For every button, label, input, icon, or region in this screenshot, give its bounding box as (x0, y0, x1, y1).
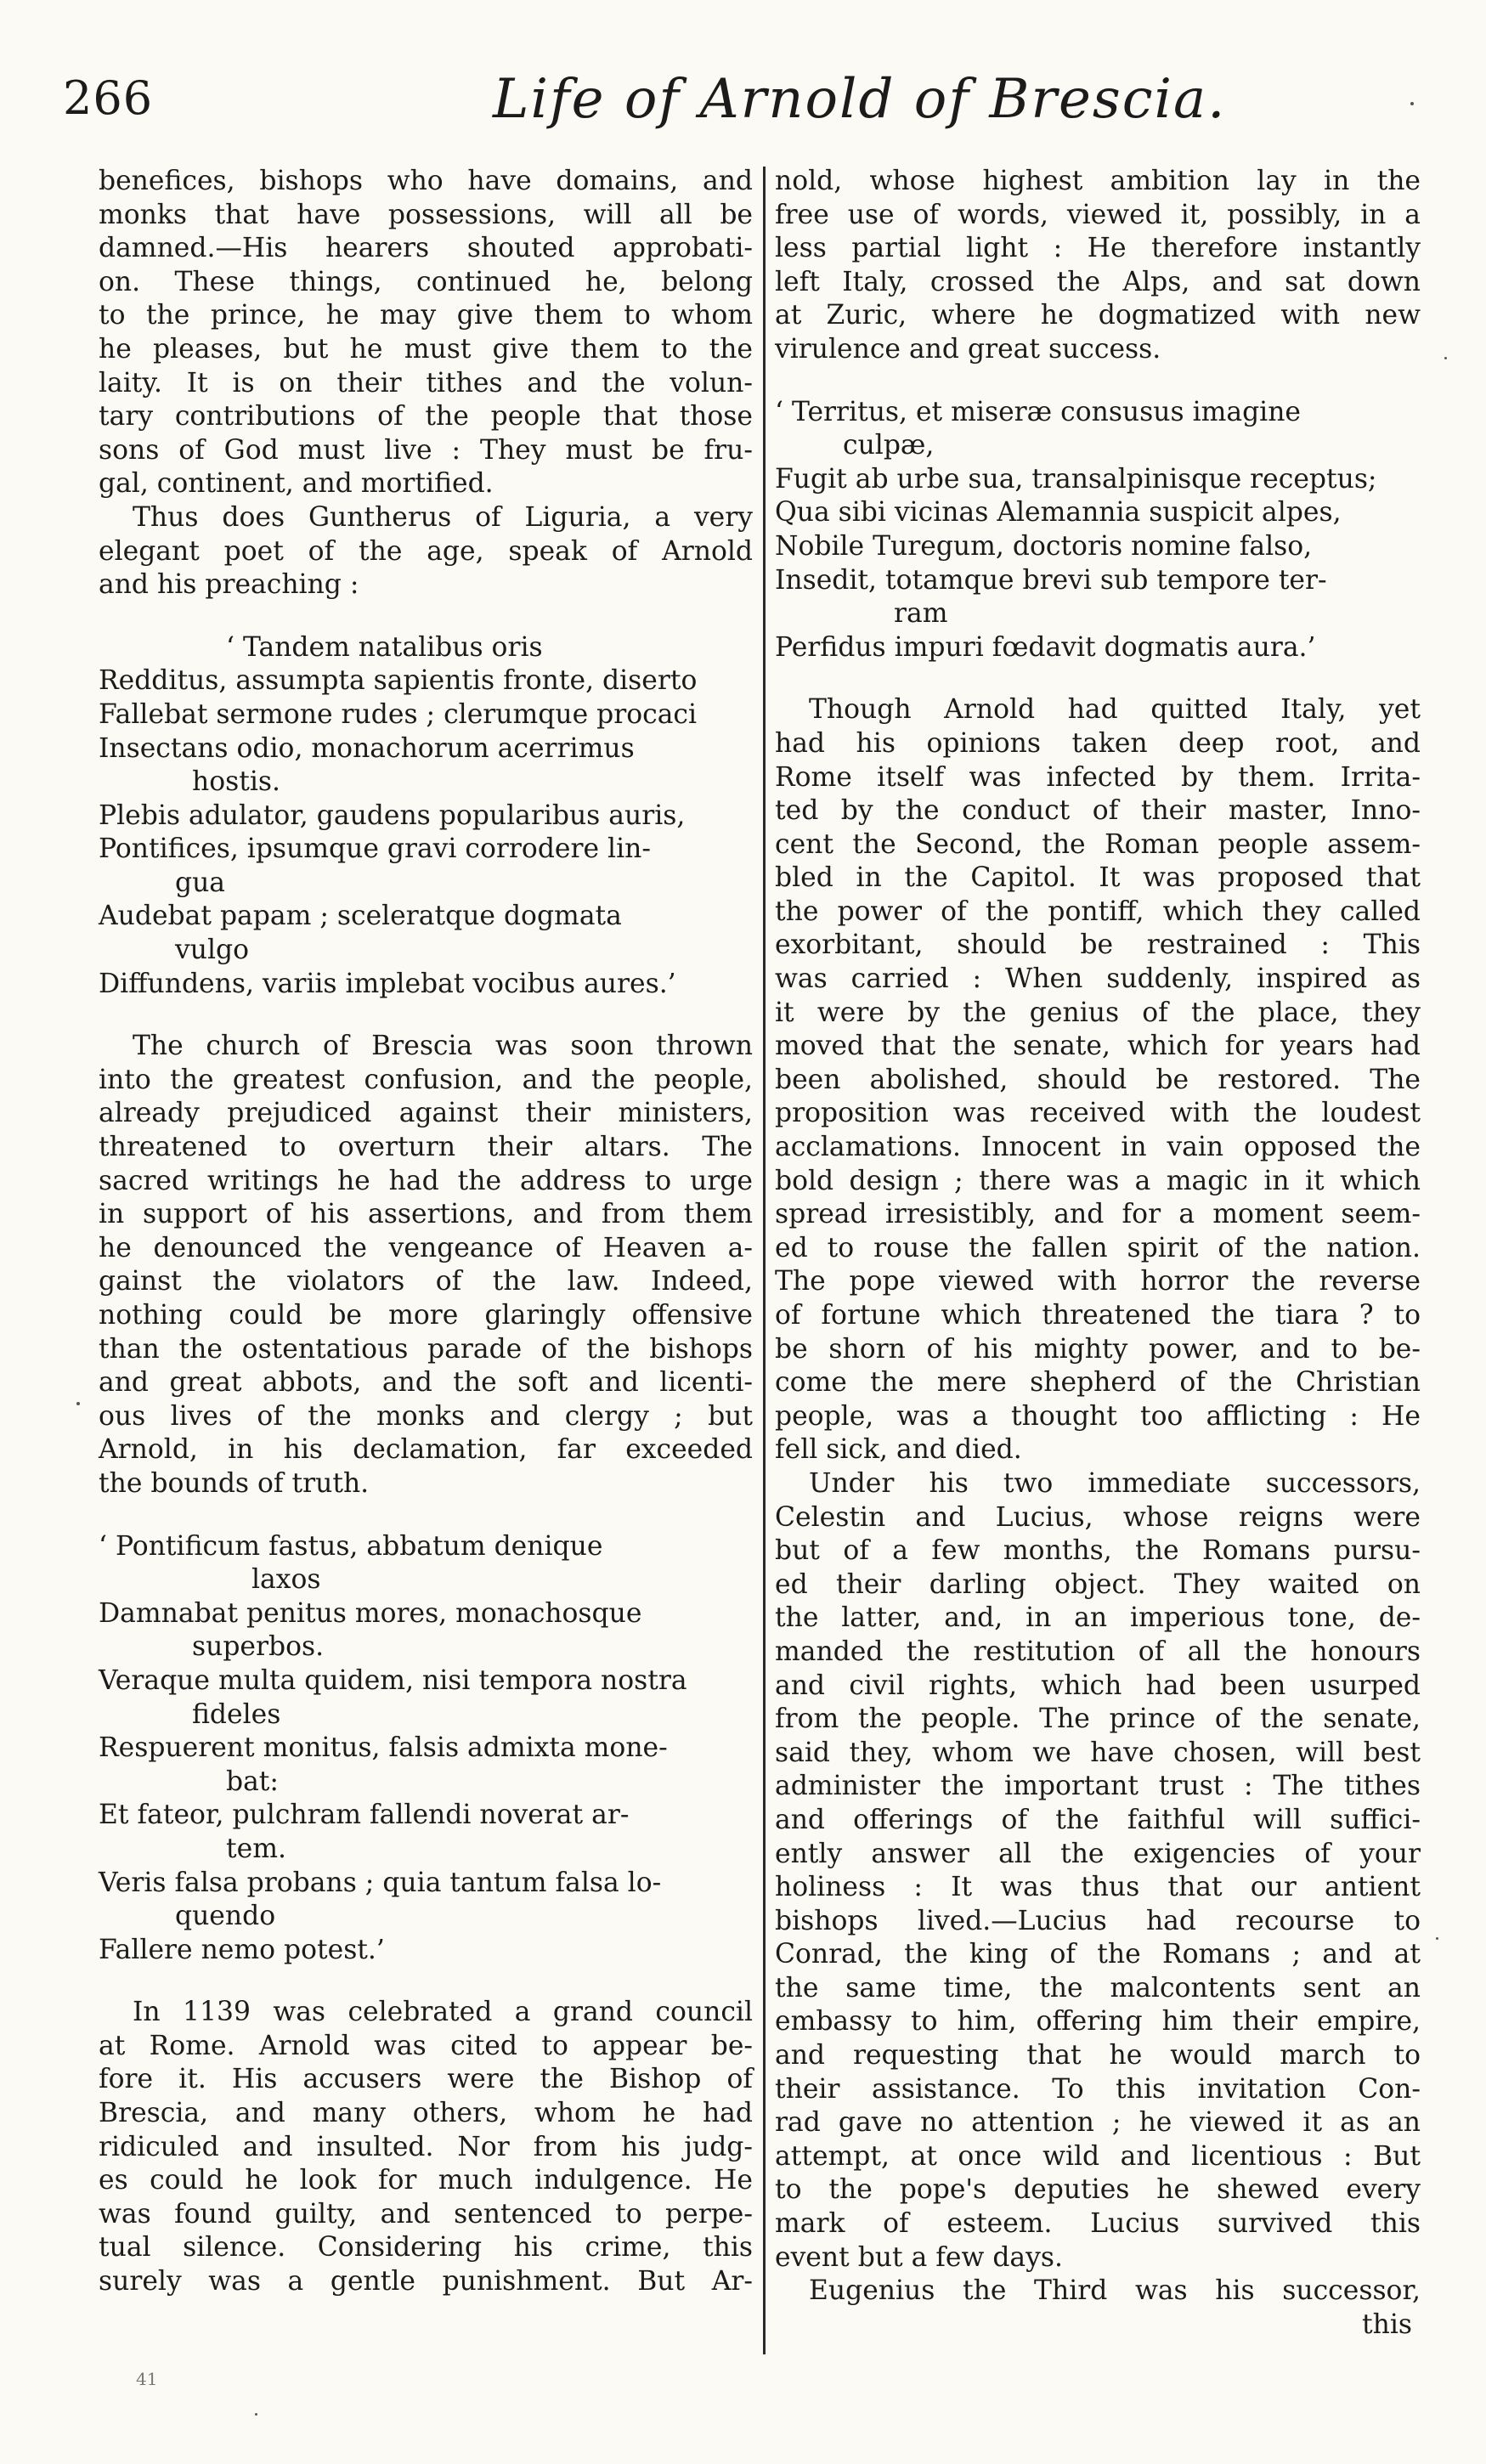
text-line: and his preaching : (99, 569, 359, 601)
verse-line: hostis. (192, 766, 280, 798)
text-line: had his opinions taken deep root, and (775, 727, 1421, 759)
text-line: gal, continent, and mortified. (99, 468, 494, 500)
text-line: ed their darling object. They waited on (775, 1568, 1421, 1600)
text-line: and great abbots, and the soft and licenti- (99, 1367, 753, 1399)
right-column (775, 165, 1421, 2342)
text-line: es could he look for much indulgence. He (99, 2165, 753, 2196)
text-line: fore it. His accusers were the Bishop of (99, 2064, 753, 2095)
paragraph-eugenius (775, 2275, 1421, 2342)
text-line: Brescia, and many others, whom he had (99, 2098, 753, 2129)
text-line: embassy to him, offering him their empire, (775, 2006, 1421, 2037)
text-line: Thus does Guntherus of Liguria, a very (133, 501, 753, 533)
latin-verse-quote (99, 1530, 753, 1968)
verse-line: Insectans odio, monachorum acerrimus (99, 732, 635, 764)
verse-line: Fallebat sermone rudes ; clerumque procaci (99, 698, 698, 730)
verse-line: Insedit, totamque brevi sub tempore ter- (775, 564, 1327, 596)
text-line: the same time, the malcontents sent an (775, 1972, 1421, 2003)
text-line: exorbitant, should be restrained : This (775, 930, 1421, 961)
text-line: their assistance. To this invitation Con- (775, 2073, 1421, 2105)
text-line: but of a few months, the Romans pursu- (775, 1535, 1421, 1567)
verse-line: ram (894, 598, 948, 630)
text-line: already prejudiced against their ministers, (99, 1098, 753, 1129)
verse-line: superbos. (192, 1631, 325, 1663)
text-line: ridiculed and insulted. Nor from his judg- (99, 2131, 753, 2162)
paragraph-zuric (775, 165, 1421, 367)
text-line: ed to rouse the fallen spirit of the nation. (775, 1232, 1421, 1263)
left-column (99, 165, 753, 2299)
text-line: threatened to overturn their altars. The (99, 1132, 753, 1163)
text-line: The church of Brescia was soon thrown (133, 1031, 753, 1062)
text-line: people, was a thought too afflicting : He (775, 1400, 1421, 1432)
verse-line: laxos (251, 1564, 321, 1596)
text-line: bishops lived.—Lucius had recourse to (775, 1905, 1421, 1936)
scan-speck (76, 1402, 80, 1405)
verse-line: gua (175, 867, 226, 898)
verse-line: bat: (226, 1766, 279, 1797)
text-line: sacred writings he had the address to urge (99, 1165, 753, 1196)
verse-line: Fallere nemo potest.’ (99, 1934, 385, 1965)
text-line: Though Arnold had quitted Italy, yet (809, 694, 1421, 726)
text-line: into the greatest confusion, and the people, (99, 1064, 753, 1095)
text-line: In 1139 was celebrated a grand council (133, 1997, 753, 2028)
text-line: cent the Second, the Roman people assem- (775, 828, 1421, 860)
verse-line: Audebat papam ; sceleratque dogmata (99, 901, 622, 932)
verse-line: fideles (192, 1698, 281, 1730)
text-line: laity. It is on their tithes and the volun- (99, 367, 753, 398)
text-line: and requesting that he would march to (775, 2040, 1421, 2071)
text-line: bold design ; there was a magic in it which (775, 1165, 1421, 1196)
text-line: Eugenius the Third was his successor, (809, 2275, 1421, 2307)
text-line: event but a few days. (775, 2241, 1063, 2273)
text-line: nothing could be more glaringly offensive (99, 1300, 753, 1331)
text-line: nold, whose highest ambition lay in the (775, 166, 1421, 196)
paragraph-guntherus (99, 501, 753, 602)
text-line: moved that the senate, which for years had (775, 1031, 1421, 1062)
text-line: left Italy, crossed the Alps, and sat down (775, 266, 1421, 297)
text-line: been abolished, should be restored. The (775, 1064, 1421, 1095)
verse-line: Respuerent monitus, falsis admixta mone- (99, 1732, 668, 1764)
text-line: damned.—His hearers shouted approbati- (99, 233, 753, 264)
text-line: Celestin and Lucius, whose reigns were (775, 1501, 1421, 1533)
verse-line: tem. (226, 1833, 286, 1864)
verse-line: ‘ Pontificum fastus, abbatum denique (99, 1530, 603, 1562)
paragraph-lucius (775, 1467, 1421, 2275)
text-line: manded the restitution of all the honours (775, 1636, 1421, 1667)
text-line: come the mere shepherd of the Christian (775, 1367, 1421, 1399)
text-line: surely was a gentle punishment. But Ar- (99, 2266, 753, 2297)
text-line: in support of his assertions, and from them (99, 1199, 753, 1230)
text-line: at Rome. Arnold was cited to appear be- (99, 2030, 753, 2061)
text-line: to the pope's deputies he shewed every (775, 2174, 1421, 2206)
scan-speck (1444, 357, 1447, 359)
paragraph-grand-council (99, 1996, 753, 2298)
page-number: 266 (63, 71, 154, 125)
verse-line: vulgo (175, 935, 249, 966)
text-line: said they, whom we have chosen, will best (775, 1737, 1421, 1768)
scan-speck (255, 2413, 257, 2416)
verse-line: Perfidus impuri fœdavit dogmatis aura.’ (775, 631, 1316, 663)
text-line: he pleases, but he must give them to the (99, 333, 753, 365)
text-line: The pope viewed with horror the reverse (775, 1266, 1421, 1297)
verse-line: Nobile Turegum, doctoris nomine falso, (775, 530, 1313, 562)
text-line: fell sick, and died. (775, 1434, 1022, 1466)
text-line: of fortune which threatened the tiara ? to (775, 1300, 1421, 1331)
verse-line: culpæ, (843, 430, 935, 461)
text-line: administer the important trust : The tithes (775, 1771, 1421, 1802)
text-line: from the people. The prince of the senate, (775, 1704, 1421, 1735)
verse-line: Veraque multa quidem, nisi tempora nostra (99, 1664, 687, 1696)
scan-speck (1436, 1937, 1438, 1940)
text-line: he denounced the vengeance of Heaven a- (99, 1232, 753, 1263)
text-line: holiness : It was thus that our antient (775, 1872, 1421, 1903)
verse-line: quendo (175, 1901, 276, 1932)
text-line: to the prince, he may give them to whom (99, 300, 753, 331)
verse-line: Diffundens, variis implebat vocibus aures.’ (99, 968, 676, 999)
text-line: Arnold, in his declamation, far exceeded (99, 1434, 753, 1466)
verse-line: ‘ Tandem natalibus oris (226, 631, 543, 663)
text-line: less partial light : He therefore instantly (775, 233, 1421, 264)
text-line: and offerings of the faithful will suffici- (775, 1804, 1421, 1835)
text-line: benefices, bishops who have domains, and (99, 166, 753, 196)
text-line: be shorn of his mighty power, and to be- (775, 1333, 1421, 1365)
scan-speck (1410, 102, 1414, 105)
verse-line: Veris falsa probans ; quia tantum falsa lo- (99, 1867, 662, 1898)
catchword: this (1362, 2309, 1412, 2340)
text-line: bled in the Capitol. It was proposed that (775, 862, 1421, 894)
text-line: mark of esteem. Lucius survived this (775, 2208, 1421, 2240)
running-title: Life of Arnold of Brescia. (493, 68, 1227, 131)
paragraph-church-of-brescia (99, 1030, 753, 1500)
paragraph-tithes (99, 165, 753, 501)
text-line: acclamations. Innocent in vain opposed the (775, 1132, 1421, 1163)
text-line: Conrad, the king of the Romans ; and at (775, 1939, 1421, 1970)
verse-line: Pontifices, ipsumque gravi corrodere lin- (99, 834, 651, 865)
text-line: at Zuric, where he dogmatized with new (775, 300, 1421, 331)
text-line: gainst the violators of the law. Indeed, (99, 1266, 753, 1297)
text-line: ted by the conduct of their master, Inno- (775, 795, 1421, 827)
text-line: ently answer all the exigencies of your (775, 1838, 1421, 1869)
text-line: monks that have possessions, will all be (99, 199, 753, 230)
text-line: and civil rights, which had been usurped (775, 1670, 1421, 1701)
latin-verse-quote (775, 396, 1421, 665)
text-line: was found guilty, and sentenced to perpe- (99, 2198, 753, 2229)
text-line: free use of words, viewed it, possibly, in a (775, 199, 1421, 230)
text-line: the bounds of truth. (99, 1467, 370, 1499)
text-line: tual silence. Considering his crime, this (99, 2232, 753, 2263)
text-line: rad gave no attention ; he viewed it as an (775, 2107, 1421, 2139)
text-line: sons of God must live : They must be fru- (99, 434, 753, 466)
text-line: spread irresistibly, and for a moment seem- (775, 1199, 1421, 1230)
text-line: proposition was received with the loudest (775, 1098, 1421, 1129)
signature-mark: 41 (136, 2369, 158, 2389)
verse-line: Qua sibi vicinas Alemannia suspicit alpes, (775, 497, 1342, 528)
text-line: virulence and great success. (775, 333, 1161, 365)
page-header (0, 53, 1486, 155)
text-line: Rome itself was infected by them. Irrita- (775, 761, 1421, 793)
verse-line: Fugit ab urbe sua, transalpinisque receptus; (775, 463, 1377, 494)
verse-line: Et fateor, pulchram fallendi noverat ar- (99, 1800, 630, 1831)
text-line: the latter, and, in an imperious tone, de- (775, 1602, 1421, 1634)
text-line: ous lives of the monks and clergy ; but (99, 1400, 753, 1432)
column-divider (763, 167, 766, 2354)
text-line: tary contributions of the people that those (99, 401, 753, 432)
verse-line: ‘ Territus, et miseræ consusus imagine (775, 396, 1302, 427)
text-line: Under his two immediate successors, (809, 1467, 1421, 1499)
verse-line: Damnabat penitus mores, monachosque (99, 1597, 642, 1629)
text-line: than the ostentatious parade of the bishops (99, 1333, 753, 1365)
text-line: was carried : When suddenly, inspired as (775, 964, 1421, 995)
text-line: on. These things, continued he, belong (99, 266, 753, 297)
text-line: it were by the genius of the place, they (775, 997, 1421, 1028)
verse-line: Redditus, assumpta sapientis fronte, diserto (99, 665, 698, 697)
latin-verse-quote (99, 631, 753, 1002)
paragraph-roman-senate (775, 693, 1421, 1467)
verse-line: Plebis adulator, gaudens popularibus auris, (99, 800, 686, 831)
text-line: elegant poet of the age, speak of Arnold (99, 535, 753, 567)
text-line: the power of the pontiff, which they called (775, 896, 1421, 927)
text-line: attempt, at once wild and licentious : But (775, 2140, 1421, 2172)
